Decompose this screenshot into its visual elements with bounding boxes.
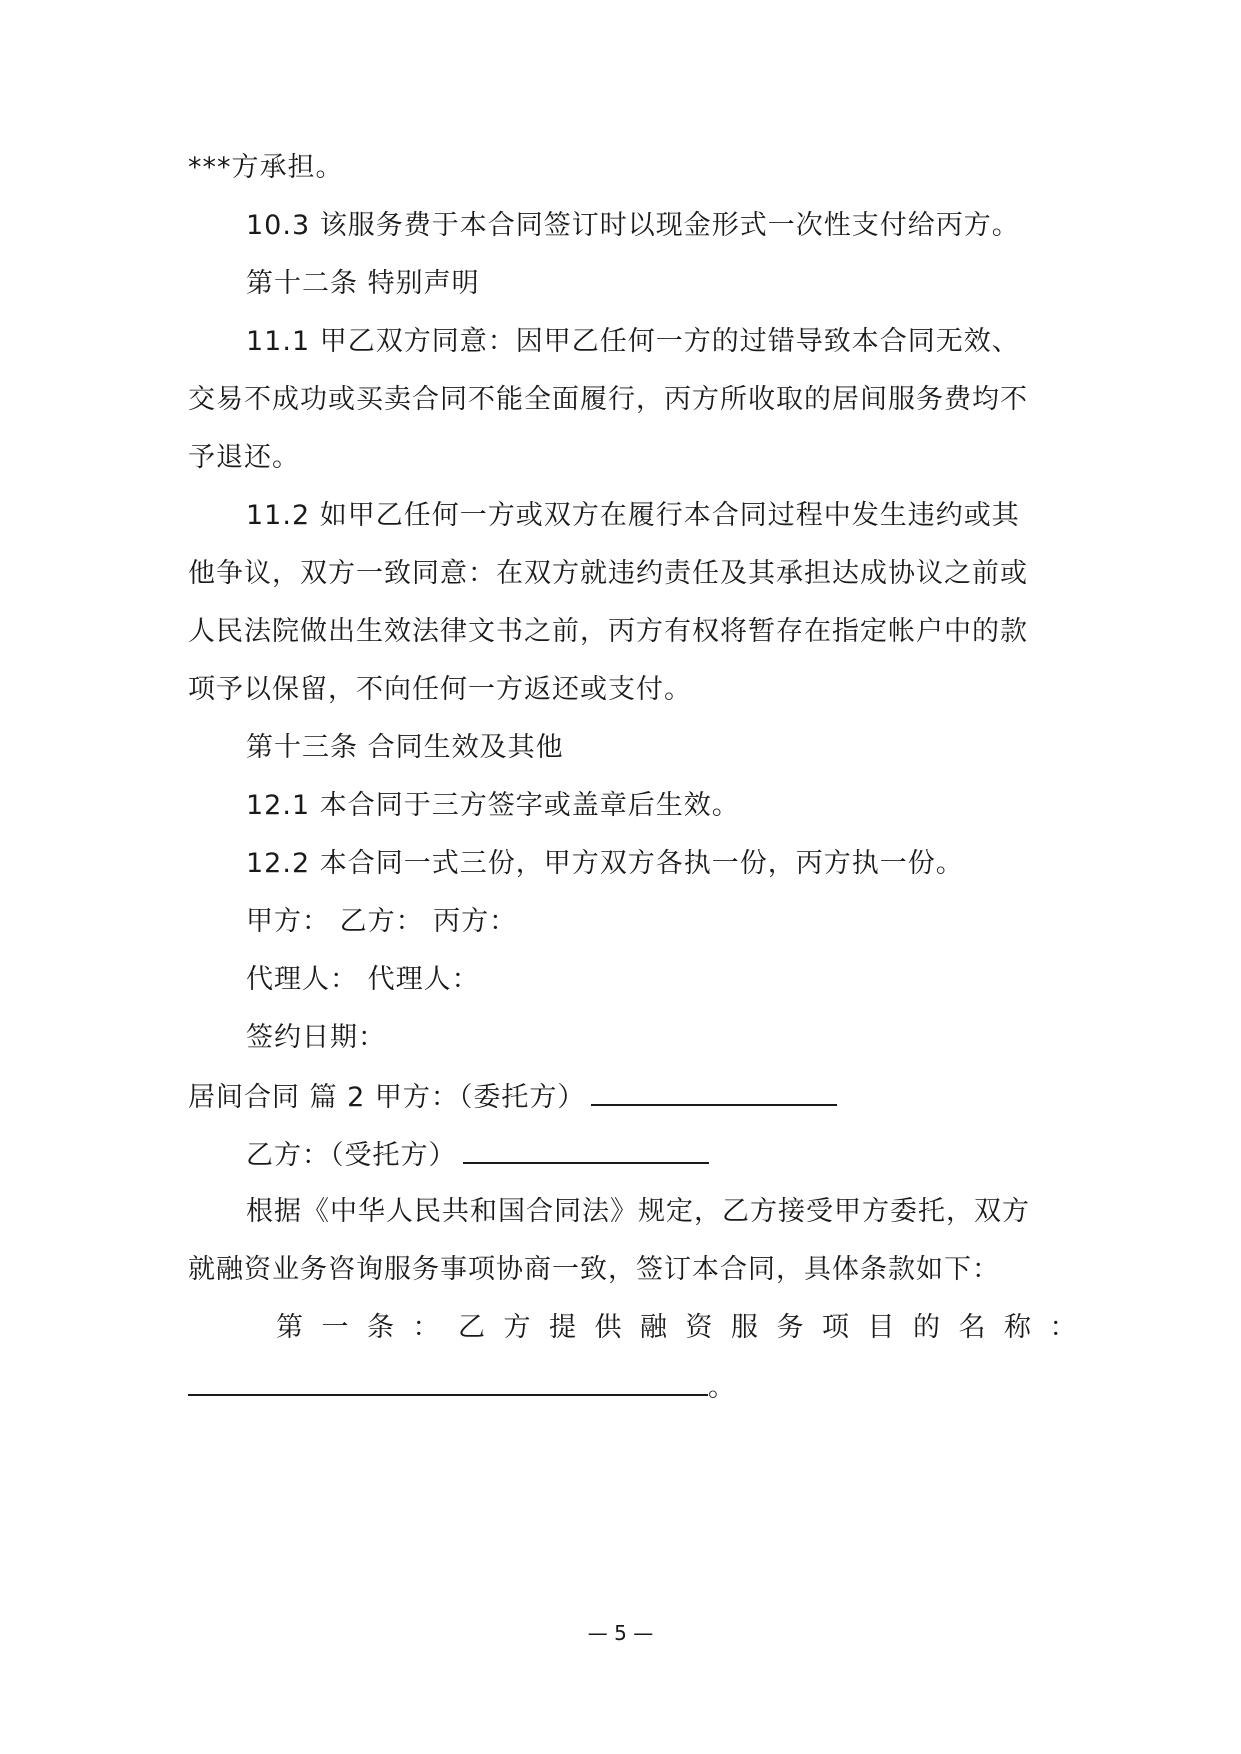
paragraph-line: 交易不成功或买卖合同不能全面履行，丙方所收取的居间服务费均不 (188, 384, 1028, 415)
project-name-line (188, 1368, 736, 1406)
paragraph-line: 12.2 本合同一式三份，甲方双方各执一份，丙方执一份。 (246, 848, 964, 879)
paragraph-line: 12.1 本合同于三方签字或盖章后生效。 (246, 790, 740, 821)
paragraph-line: 11.2 如甲乙任何一方或双方在履行本合同过程中发生违约或其 (246, 500, 1020, 531)
party-b-blank (463, 1136, 709, 1164)
project-name-blank (188, 1368, 708, 1396)
paragraph-line: 他争议，双方一致同意：在双方就违约责任及其承担达成协议之前或 (188, 558, 1028, 589)
section-heading: 第十三条 合同生效及其他 (246, 732, 564, 763)
paragraph-line: 项予以保留，不向任何一方返还或支付。 (188, 674, 692, 705)
signature-date: 签约日期： (246, 1022, 386, 1053)
paragraph-line: ***方承担。 (188, 152, 344, 183)
article-one-heading: 第一条：乙方提供融资服务项目的名称： (276, 1312, 1095, 1343)
page-number: — 5 — (587, 1621, 654, 1645)
paragraph-line: 就融资业务咨询服务事项协商一致，签订本合同，具体条款如下： (188, 1254, 1000, 1285)
line-end-mark: 。 (708, 1372, 736, 1403)
paragraph-line: 根据《中华人民共和国合同法》规定，乙方接受甲方委托，双方 (246, 1196, 1030, 1227)
paragraph-line: 11.1 甲乙双方同意：因甲乙任何一方的过错导致本合同无效、 (246, 326, 1020, 357)
party-a-blank (591, 1078, 837, 1106)
paragraph-line: 人民法院做出生效法律文书之前，丙方有权将暂存在指定帐户中的款 (188, 616, 1028, 647)
party-b-text: 乙方：（受托方） (246, 1140, 457, 1171)
paragraph-line: 10.3 该服务费于本合同签订时以现金形式一次性支付给丙方。 (246, 210, 1020, 241)
signature-parties: 甲方： 乙方： 丙方： (246, 906, 518, 937)
contract-title-text: 居间合同 篇 2 甲方：（委托方） (188, 1082, 586, 1113)
section-heading: 第十二条 特别声明 (246, 268, 480, 299)
contract-title-line (188, 1078, 837, 1116)
paragraph-line: 予退还。 (188, 442, 300, 473)
signature-agents: 代理人： 代理人： (246, 964, 480, 995)
party-b-line (246, 1136, 709, 1174)
